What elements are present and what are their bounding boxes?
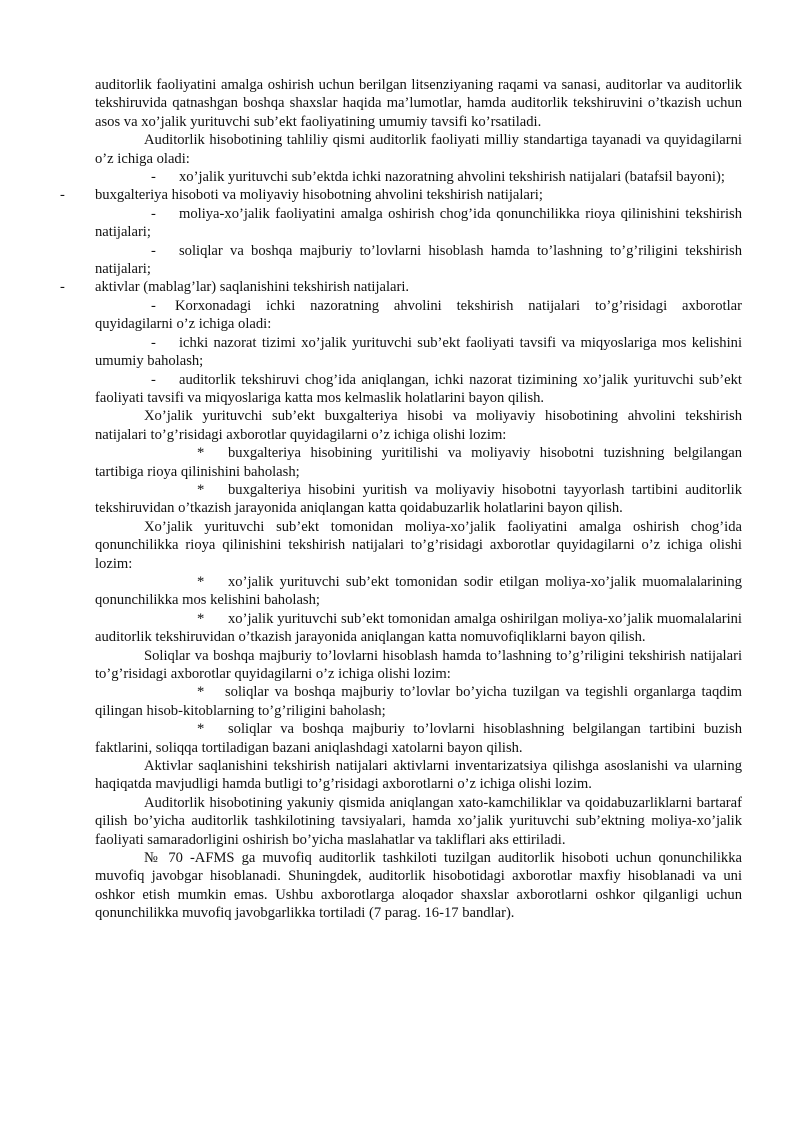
dash-marker: - xyxy=(151,242,156,259)
paragraph: Auditorlik hisobotining yakuniy qismida aniqlangan xato-kamchiliklar va qoidabuzarliklarni bartaraf qilish bo’yicha auditorlik tashkilotining tavsiyalari, hamda xo’jalik yurituvchi sub’ektning moliya-xo’jalik faoliyati samaradorligini oshirish bo’yicha maslahatlar va takliflari aks ettiriladi. xyxy=(95,794,742,848)
list-item xyxy=(95,683,742,720)
list-item xyxy=(95,720,742,757)
dash-marker: - xyxy=(151,334,156,351)
list-item-text: soliqlar va boshqa majburiy to’lovlarni hisoblash hamda to’lashning to’g’riligini tekshirish natijalari; xyxy=(95,242,742,278)
list-item xyxy=(95,444,742,481)
list-item-text: xo’jalik yurituvchi sub’ekt tomonidan amalga oshirilgan moliya-xo’jalik muomalalarini auditorlik tekshiruvidan o’tkazish jarayonida aniqlangan katta nomuvofiqliklarni bayon qilish. xyxy=(95,610,742,646)
list-item xyxy=(95,297,742,334)
dash-marker: - xyxy=(151,297,156,314)
star-marker: * xyxy=(197,721,205,738)
list-item xyxy=(95,334,742,371)
paragraph: № 70 -AFMS ga muvofiq auditorlik tashkiloti tuzilgan auditorlik hisoboti uchun qonunchilikka muvofiq javobgar hisoblanadi. Shuningdek, auditorlik hisobotidagi axborotlar maxfiy hisoblanadi va uni oshkor etish mumkin emas. Ushbu axborotlarga aloqador shaxslar axborotlarni oshkor qilganligi uchun qonunchilikka muvofiq javobgarlikka tortiladi (7 parag. 16-17 bandlar). xyxy=(95,850,742,922)
paragraph: Soliqlar va boshqa majburiy to’lovlarni hisoblash hamda to’lashning to’g’riligini tekshirish natijalari to’g’risidagi axborotlar quyidagilarni o’z ichiga olishi lozim: xyxy=(95,647,742,682)
paragraph: Auditorlik hisobotining tahliliy qismi auditorlik faoliyati milliy standartiga tayanadi va quyidagilarni o’z ichiga oladi: xyxy=(95,132,742,167)
list-item-text: buxgalteriya hisobini yuritish va moliyaviy hisobotni tayyorlash tartibini auditorlik tekshiruvidan o’tkazish jarayonida aniqlangan katta qoidabuzarlik holatlarini bayon qilish. xyxy=(95,481,742,517)
list-item xyxy=(95,242,742,279)
dash-marker: - xyxy=(151,169,156,186)
document-page xyxy=(60,76,742,923)
dash-marker: - xyxy=(151,371,156,388)
list-item-text: soliqlar va boshqa majburiy to’lovlar bo’yicha tuzilgan va tegishli organlarga taqdim qilingan hisob-kitoblarning to’g’riligini baholash; xyxy=(95,684,742,719)
list-item xyxy=(95,371,742,408)
star-marker: * xyxy=(197,445,205,462)
list-item-text: xo’jalik yurituvchi sub’ekt tomonidan sodir etilgan moliya-xo’jalik muomalalarining qonunchilikka mos kelishini baholash; xyxy=(95,573,742,609)
dash-marker: - xyxy=(151,205,156,222)
paragraph: Xo’jalik yurituvchi sub’ekt tomonidan moliya-xo’jalik faoliyatini amalga oshirish chog’ida qonunchilikka rioya qilinishini tekshirish natijalari to’g’risidagi axborotlar quyidagilarni o’z ichiga olishi lozim: xyxy=(95,518,742,572)
list-item-text: buxgalteriya hisoboti va moliyaviy hisobotning ahvolini tekshirish natijalari; xyxy=(95,187,543,204)
list-item-text: moliya-xo’jalik faoliyatini amalga oshirish chog’ida qonunchilikka rioya qilinishini tekshirish natijalari; xyxy=(95,205,742,241)
list-item-text: Korxonadagi ichki nazoratning ahvolini tekshirish natijalari to’g’risidagi axborotlar quyidagilarni o’z ichiga oladi: xyxy=(95,297,742,333)
dash-marker: - xyxy=(60,279,65,296)
list-item-text: xo’jalik yurituvchi sub’ektda ichki nazoratning ahvolini tekshirish natijalari (batafsil bayoni); xyxy=(179,169,725,186)
star-marker: * xyxy=(197,610,205,627)
paragraph: Xo’jalik yurituvchi sub’ekt buxgalteriya hisobi va moliyaviy hisobotining ahvolini tekshirish natijalari to’g’risidagi axborotlar quyidagilarni o’z ichiga olishi lozim: xyxy=(95,408,742,443)
list-item xyxy=(60,278,742,296)
list-item-text: aktivlar (mablag’lar) saqlanishini tekshirish natijalari. xyxy=(95,279,410,296)
list-item-text: ichki nazorat tizimi xo’jalik yurituvchi sub’ekt faoliyati tavsifi va miqyoslariga mos kelishini umumiy baholash; xyxy=(95,334,742,370)
list-item xyxy=(60,186,742,204)
list-item-text: soliqlar va boshqa majburiy to’lovlarni hisoblashning belgilangan tartibini buzish faktlarini, soliqqa tortiladigan bazani aniqlashdagi xatolarni bayon qilish. xyxy=(95,721,742,756)
star-marker: * xyxy=(197,481,205,498)
list-item xyxy=(95,481,742,518)
list-item xyxy=(95,573,742,610)
star-marker: * xyxy=(197,573,205,590)
paragraph: Aktivlar saqlanishini tekshirish natijalari aktivlarni inventarizatsiya qilishga asoslanishi va ularning haqiqatda mavjudligi hamda butligi to’g’risidagi axborotlarni o’z ichiga olishi lozim. xyxy=(95,758,742,793)
star-marker: * xyxy=(197,684,205,701)
list-item xyxy=(95,168,742,186)
list-item xyxy=(95,205,742,242)
paragraph: auditorlik faoliyatini amalga oshirish uchun berilgan litsenziyaning raqami va sanasi, auditorlar va auditorlik tekshiruvida qatnashgan boshqa shaxslar haqida ma’lumotlar, hamda auditorlik tekshiruvini o’tkazish uchun asos va xo’jalik yurituvchi sub’ekt faoliyatining umumiy tavsifi ko’rsatiladi. xyxy=(95,77,742,130)
list-item xyxy=(95,610,742,647)
dash-marker: - xyxy=(60,187,65,204)
list-item-text: auditorlik tekshiruvi chog’ida aniqlangan, ichki nazorat tizimining xo’jalik yurituvchi sub’ekt faoliyati tavsifi va miqyoslariga katta mos kelmaslik holatlarini bayon qilish. xyxy=(95,371,742,406)
list-item-text: buxgalteriya hisobining yuritilishi va moliyaviy hisobotni tuzishning belgilangan tartibiga rioya qilinishini baholash; xyxy=(95,445,742,480)
